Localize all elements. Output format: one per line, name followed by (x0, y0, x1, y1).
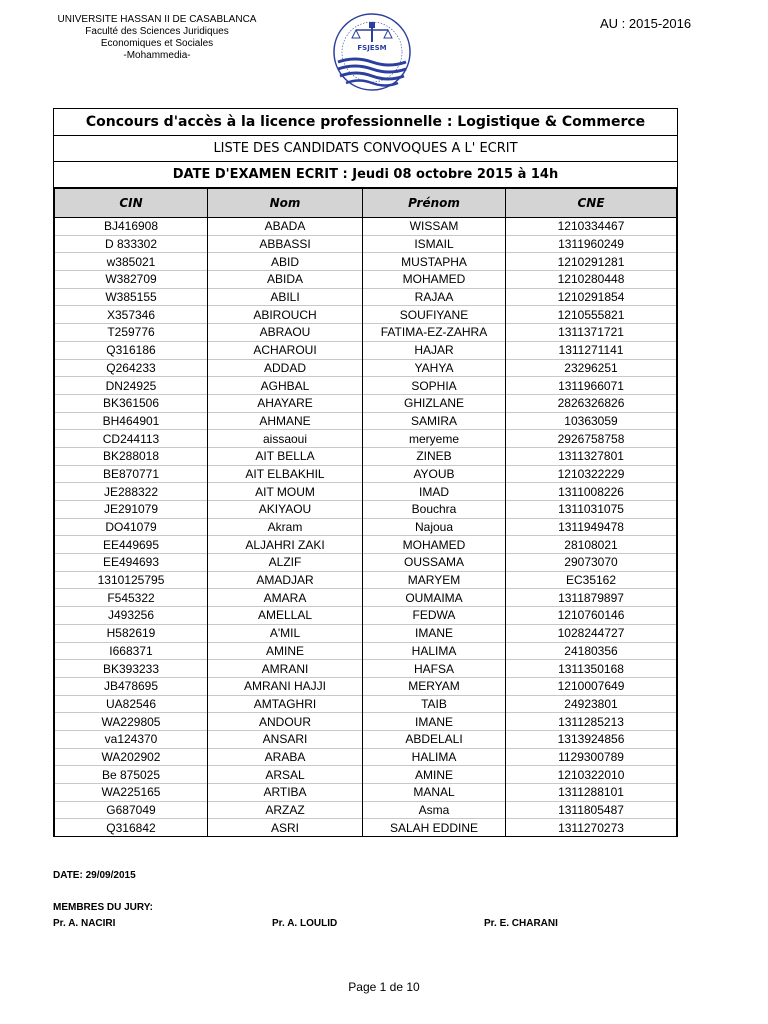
cell-cne: 1210291854 (506, 288, 677, 306)
cell-prenom: WISSAM (363, 218, 506, 236)
cell-prenom: HAFSA (363, 660, 506, 678)
cell-prenom: OUSSAMA (363, 554, 506, 572)
cell-cne: 1311288101 (506, 784, 677, 802)
cell-prenom: SALAH EDDINE (363, 819, 506, 836)
cell-cin: H582619 (55, 624, 208, 642)
cell-prenom: GHIZLANE (363, 394, 506, 412)
cell-cin: W382709 (55, 271, 208, 289)
contest-title: Concours d'accès à la licence professionnelle : Logistique & Commerce (54, 109, 677, 136)
cell-nom: AIT MOUM (208, 483, 363, 501)
cell-nom: AMELLAL (208, 607, 363, 625)
cell-nom: ABIDA (208, 271, 363, 289)
cell-cne: 1311350168 (506, 660, 677, 678)
academic-year: AU : 2015-2016 (600, 16, 692, 31)
cell-prenom: ABDELALI (363, 730, 506, 748)
cell-nom: ARABA (208, 748, 363, 766)
cell-cin: EE494693 (55, 554, 208, 572)
cell-cin: Q264233 (55, 359, 208, 377)
table-row (55, 324, 677, 342)
cell-cne: 1210322010 (506, 766, 677, 784)
table-row (55, 430, 677, 448)
cell-cne: 1210280448 (506, 271, 677, 289)
cell-nom: ABIROUCH (208, 306, 363, 324)
cell-cne: 1311327801 (506, 447, 677, 465)
jury-member: Pr. E. CHARANI (484, 918, 558, 929)
cell-cin: w385021 (55, 253, 208, 271)
column-header-nom: Nom (208, 189, 363, 218)
table-row (55, 660, 677, 678)
cell-prenom: IMANE (363, 713, 506, 731)
cell-cne: 1210760146 (506, 607, 677, 625)
cell-nom: Akram (208, 518, 363, 536)
cell-cne: 1311960249 (506, 235, 677, 253)
cell-cin: BK288018 (55, 447, 208, 465)
cell-cne: 1311271141 (506, 341, 677, 359)
cell-prenom: AYOUB (363, 465, 506, 483)
table-row (55, 730, 677, 748)
column-header-cne: CNE (506, 189, 677, 218)
table-header-row (55, 189, 677, 218)
table-row (55, 748, 677, 766)
cell-nom: ACHAROUI (208, 341, 363, 359)
table-row (55, 695, 677, 713)
cell-nom: AMRANI HAJJI (208, 677, 363, 695)
cell-cne: 1311949478 (506, 518, 677, 536)
cell-cin: WA225165 (55, 784, 208, 802)
page-number: Page 1 de 10 (348, 980, 420, 994)
jury-member: Pr. A. LOULID (272, 918, 338, 929)
cell-prenom: HALIMA (363, 748, 506, 766)
cell-cne: 1311805487 (506, 801, 677, 819)
cell-prenom: AMINE (363, 766, 506, 784)
cell-nom: AHMANE (208, 412, 363, 430)
cell-cne: 24180356 (506, 642, 677, 660)
university-line: UNIVERSITE HASSAN II DE CASABLANCA (57, 14, 257, 25)
cell-prenom: ZINEB (363, 447, 506, 465)
cell-cne: 2926758758 (506, 430, 677, 448)
exam-date-title: DATE D'EXAMEN ECRIT : Jeudi 08 octobre 2015 à 14h (54, 162, 677, 188)
cell-nom: ALJAHRI ZAKI (208, 536, 363, 554)
cell-cin: JE288322 (55, 483, 208, 501)
cell-prenom: FEDWA (363, 607, 506, 625)
table-row (55, 819, 677, 836)
table-row (55, 571, 677, 589)
cell-cne: 1311879897 (506, 589, 677, 607)
table-row (55, 341, 677, 359)
cell-cne: 1028244727 (506, 624, 677, 642)
cell-nom: AKIYAOU (208, 501, 363, 519)
cell-cne: 29073070 (506, 554, 677, 572)
document-date: DATE: 29/09/2015 (53, 870, 136, 881)
cell-prenom: MARYEM (363, 571, 506, 589)
cell-prenom: IMANE (363, 624, 506, 642)
cell-cne: 1313924856 (506, 730, 677, 748)
cell-cne: 24923801 (506, 695, 677, 713)
table-row (55, 394, 677, 412)
cell-nom: AMADJAR (208, 571, 363, 589)
faculty-logo (322, 12, 422, 96)
cell-nom: ARTIBA (208, 784, 363, 802)
cell-cne: 1311966071 (506, 377, 677, 395)
cell-nom: ABADA (208, 218, 363, 236)
cell-cne: 23296251 (506, 359, 677, 377)
cell-cin: Q316186 (55, 341, 208, 359)
cell-cne: 1210334467 (506, 218, 677, 236)
cell-prenom: TAIB (363, 695, 506, 713)
table-row (55, 801, 677, 819)
cell-cin: Be 875025 (55, 766, 208, 784)
cell-cin: DN24925 (55, 377, 208, 395)
cell-cne: 28108021 (506, 536, 677, 554)
cell-nom: ASRI (208, 819, 363, 836)
cell-cin: BK361506 (55, 394, 208, 412)
cell-cin: G687049 (55, 801, 208, 819)
cell-prenom: ISMAIL (363, 235, 506, 253)
table-row (55, 766, 677, 784)
cell-nom: aissaoui (208, 430, 363, 448)
cell-prenom: Najoua (363, 518, 506, 536)
cell-nom: AHAYARE (208, 394, 363, 412)
table-row (55, 483, 677, 501)
cell-nom: ADDAD (208, 359, 363, 377)
cell-cin: Q316842 (55, 819, 208, 836)
cell-cin: BE870771 (55, 465, 208, 483)
cell-cne: 1311031075 (506, 501, 677, 519)
cell-prenom: YAHYA (363, 359, 506, 377)
cell-cne: 1311008226 (506, 483, 677, 501)
cell-nom: A'MIL (208, 624, 363, 642)
table-row (55, 501, 677, 519)
cell-nom: ARZAZ (208, 801, 363, 819)
table-row (55, 465, 677, 483)
cell-cin: UA82546 (55, 695, 208, 713)
logo-text: FSJESM (357, 44, 387, 52)
cell-cin: F545322 (55, 589, 208, 607)
cell-nom: AIT BELLA (208, 447, 363, 465)
table-row (55, 235, 677, 253)
table-row (55, 377, 677, 395)
cell-nom: ANSARI (208, 730, 363, 748)
cell-prenom: OUMAIMA (363, 589, 506, 607)
table-row (55, 288, 677, 306)
cell-cin: JE291079 (55, 501, 208, 519)
cell-cin: DO41079 (55, 518, 208, 536)
cell-cne: 1311371721 (506, 324, 677, 342)
cell-nom: AIT ELBAKHIL (208, 465, 363, 483)
cell-cin: D 833302 (55, 235, 208, 253)
jury-member: Pr. A. NACIRI (53, 918, 116, 929)
university-header (52, 14, 262, 62)
cell-nom: ABID (208, 253, 363, 271)
cell-nom: AMRANI (208, 660, 363, 678)
cell-prenom: meryeme (363, 430, 506, 448)
cell-prenom: HALIMA (363, 642, 506, 660)
cell-cin: EE449695 (55, 536, 208, 554)
table-row (55, 677, 677, 695)
cell-prenom: RAJAA (363, 288, 506, 306)
table-row (55, 642, 677, 660)
cell-prenom: MOHAMED (363, 271, 506, 289)
table-row (55, 271, 677, 289)
candidates-table-block (53, 108, 678, 837)
cell-prenom: MERYAM (363, 677, 506, 695)
list-title: LISTE DES CANDIDATS CONVOQUES A L' ECRIT (54, 136, 677, 162)
table-row (55, 359, 677, 377)
cell-cin: X357346 (55, 306, 208, 324)
cell-nom: ABRAOU (208, 324, 363, 342)
cell-cne: 1311285213 (506, 713, 677, 731)
cell-nom: ARSAL (208, 766, 363, 784)
cell-cne: 1210007649 (506, 677, 677, 695)
table-row (55, 447, 677, 465)
table-row (55, 713, 677, 731)
cell-cin: WA202902 (55, 748, 208, 766)
jury-label: MEMBRES DU JURY: (53, 902, 154, 913)
table-row (55, 624, 677, 642)
table-row (55, 536, 677, 554)
table-row (55, 253, 677, 271)
cell-cin: 1310125795 (55, 571, 208, 589)
cell-prenom: SOPHIA (363, 377, 506, 395)
cell-cne: 10363059 (506, 412, 677, 430)
cell-cin: CD244113 (55, 430, 208, 448)
candidates-table (54, 188, 677, 836)
cell-cne: 2826326826 (506, 394, 677, 412)
cell-nom: AMINE (208, 642, 363, 660)
university-line: Faculté des Sciences Juridiques (85, 26, 229, 37)
cell-cin: BK393233 (55, 660, 208, 678)
cell-prenom: MOHAMED (363, 536, 506, 554)
cell-prenom: SAMIRA (363, 412, 506, 430)
cell-cne: 1210291281 (506, 253, 677, 271)
cell-nom: AGHBAL (208, 377, 363, 395)
cell-cin: I668371 (55, 642, 208, 660)
table-row (55, 589, 677, 607)
cell-cin: BJ416908 (55, 218, 208, 236)
cell-prenom: Bouchra (363, 501, 506, 519)
cell-cne: 1129300789 (506, 748, 677, 766)
cell-prenom: HAJAR (363, 341, 506, 359)
university-line: Economiques et Sociales (100, 38, 214, 49)
table-row (55, 554, 677, 572)
cell-nom: AMARA (208, 589, 363, 607)
cell-cne: 1210555821 (506, 306, 677, 324)
cell-cne: 1210322229 (506, 465, 677, 483)
cell-cin: J493256 (55, 607, 208, 625)
table-row (55, 412, 677, 430)
table-row (55, 784, 677, 802)
cell-cin: T259776 (55, 324, 208, 342)
cell-nom: ABILI (208, 288, 363, 306)
table-row (55, 607, 677, 625)
table-body (55, 218, 677, 837)
column-header-cin: CIN (55, 189, 208, 218)
cell-cne: 1311270273 (506, 819, 677, 836)
cell-cin: WA229805 (55, 713, 208, 731)
cell-prenom: MUSTAPHA (363, 253, 506, 271)
cell-prenom: Asma (363, 801, 506, 819)
cell-cin: W385155 (55, 288, 208, 306)
cell-nom: AMTAGHRI (208, 695, 363, 713)
cell-nom: ANDOUR (208, 713, 363, 731)
cell-cin: BH464901 (55, 412, 208, 430)
column-header-prenom: Prénom (363, 189, 506, 218)
university-line: -Mohammedia- (123, 50, 191, 61)
cell-cin: JB478695 (55, 677, 208, 695)
table-row (55, 306, 677, 324)
table-row (55, 518, 677, 536)
cell-nom: ABBASSI (208, 235, 363, 253)
cell-cne: EC35162 (506, 571, 677, 589)
cell-prenom: IMAD (363, 483, 506, 501)
cell-prenom: FATIMA-EZ-ZAHRA (363, 324, 506, 342)
cell-prenom: SOUFIYANE (363, 306, 506, 324)
cell-cin: va124370 (55, 730, 208, 748)
table-row (55, 218, 677, 236)
cell-prenom: MANAL (363, 784, 506, 802)
cell-nom: ALZIF (208, 554, 363, 572)
